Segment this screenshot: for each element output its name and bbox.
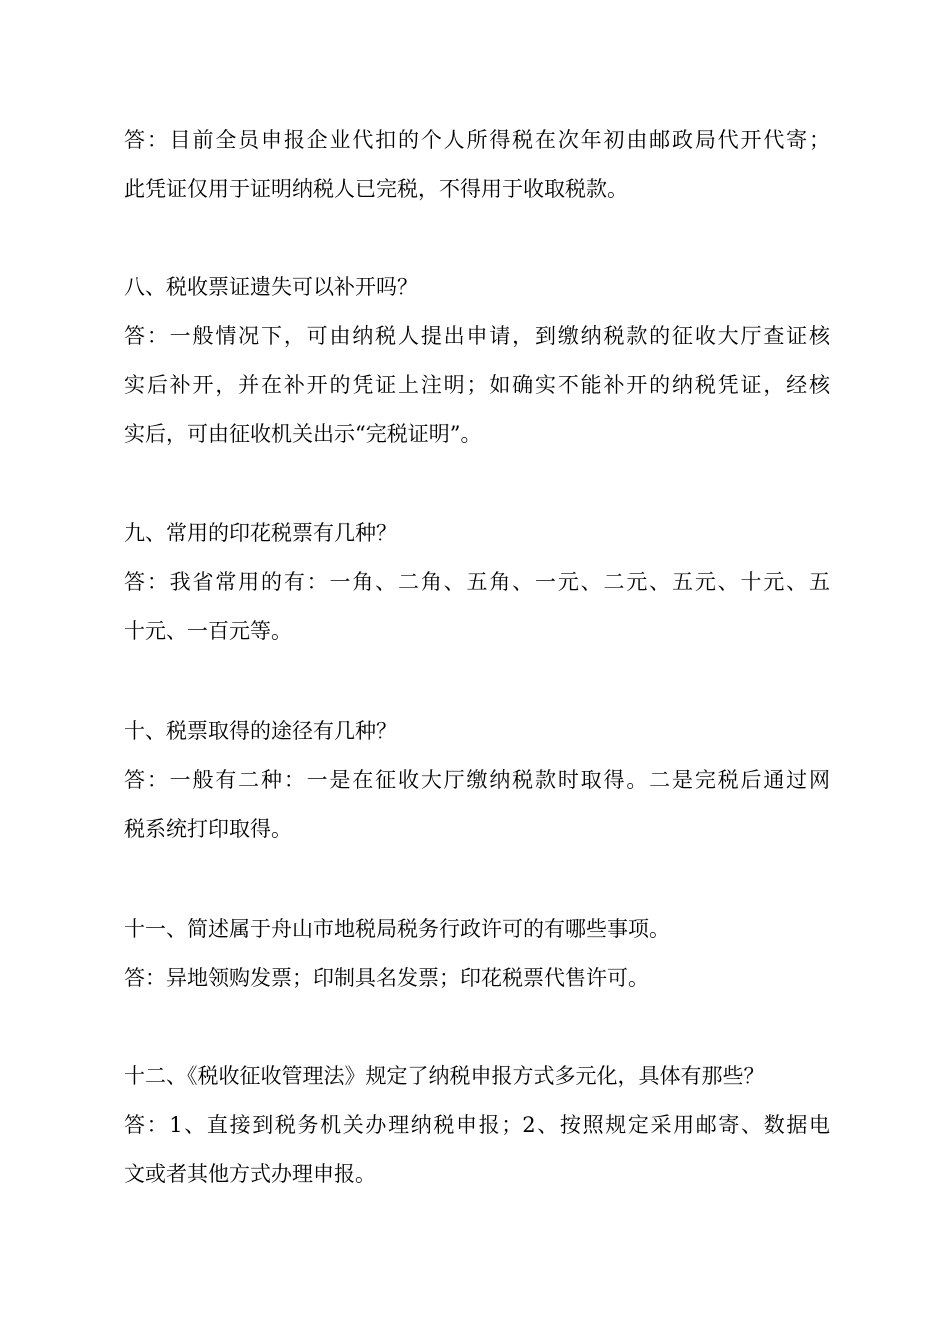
answer-line: 文或者其他方式办理申报。 [124,1162,376,1186]
question-heading: 十、税票取得的途径有几种？ [124,719,397,743]
answer-line: 答：我省常用的有：一角、二角、五角、一元、二元、五元、十元、五 [124,570,830,594]
answer-line: 答：1、直接到税务机关办理纳税申报；2、按照规定采用邮寄、数据电 [124,1113,830,1137]
question-heading: 九、常用的印花税票有几种？ [124,521,397,545]
answer-line: 答：异地领购发票；印制具名发票；印花税票代售许可。 [124,966,649,990]
question-heading: 八、税收票证遗失可以补开吗？ [124,275,418,299]
answer-line: 实后补开，并在补开的凭证上注明；如确实不能补开的纳税凭证，经核 [124,373,830,397]
answer-line: 答：目前全员申报企业代扣的个人所得税在次年初由邮政局代开代寄； [124,128,830,152]
answer-line: 此凭证仅用于证明纳税人已完税，不得用于收取税款。 [124,177,628,201]
answer-line: 答：一般情况下，可由纳税人提出申请，到缴纳税款的征收大厅查证核 [124,324,830,348]
question-heading: 十二、《税收征收管理法》规定了纳税申报方式多元化，具体有那些？ [124,1064,765,1088]
answer-line: 税系统打印取得。 [124,817,292,841]
answer-line: 答：一般有二种：一是在征收大厅缴纳税款时取得。二是完税后通过网 [124,768,830,792]
question-heading: 十一、简述属于舟山市地税局税务行政许可的有哪些事项。 [124,917,670,941]
answer-line: 十元、一百元等。 [124,619,292,643]
answer-line: 实后，可由征收机关出示“完税证明”。 [124,422,482,446]
